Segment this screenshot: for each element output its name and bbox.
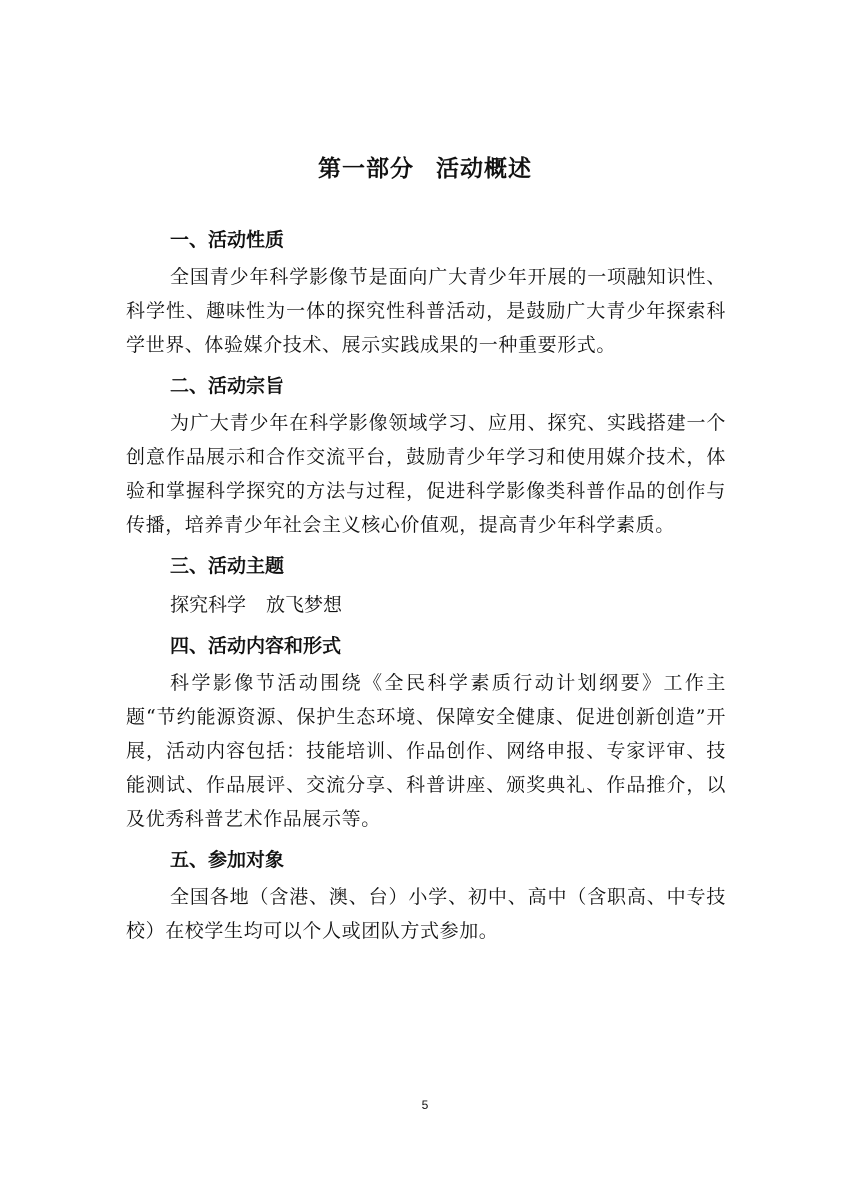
title-topic: 活动概述: [436, 155, 532, 182]
document-body: [126, 220, 726, 952]
section-body-content: 科学影像节活动围绕《全民科学素质行动计划纲要》工作主题“节约能源资源、保护生态环境、保障安全健康、促进创新创造”开展，活动内容包括：技能培训、作品创作、网络申报、专家评审、技能测试、作品展评、交流分享、科普讲座、颁奖典礼、作品推介，以及优秀科普艺术作品展示等。: [126, 672, 726, 830]
section-body-purpose: 为广大青少年在科学影像领域学习、应用、探究、实践搭建一个创意作品展示和合作交流平台，鼓励青少年学习和使用媒介技术，体验和掌握科学探究的方法与过程，促进科学影像类科普作品的创作与传播，培养青少年社会主义核心价值观，提高青少年科学素质。: [126, 412, 726, 536]
section-heading-content: 四、活动内容和形式: [170, 635, 342, 657]
section-heading-participants: 五、参加对象: [170, 849, 285, 871]
page-title: [0, 150, 850, 183]
section-heading-theme: 三、活动主题: [170, 555, 285, 577]
section-body-nature: 全国青少年科学影像节是面向广大青少年开展的一项融知识性、科学性、趣味性为一体的探究性科普活动，是鼓励广大青少年探索科学世界、体验媒介技术、展示实践成果的一种重要形式。: [126, 266, 726, 356]
theme-motto: [126, 586, 726, 624]
theme-motto-part-a: 探究科学: [170, 594, 247, 616]
theme-motto-part-b: 放飞梦想: [266, 594, 343, 616]
section-body-participants: 全国各地（含港、澳、台）小学、初中、高中（含职高、中专技校）在校学生均可以个人或团队方式参加。: [126, 886, 726, 942]
section-heading-purpose: 二、活动宗旨: [170, 375, 285, 397]
section-heading-nature: 一、活动性质: [170, 229, 285, 251]
page-number: 5: [421, 1098, 429, 1112]
title-part: 第一部分: [318, 155, 414, 182]
